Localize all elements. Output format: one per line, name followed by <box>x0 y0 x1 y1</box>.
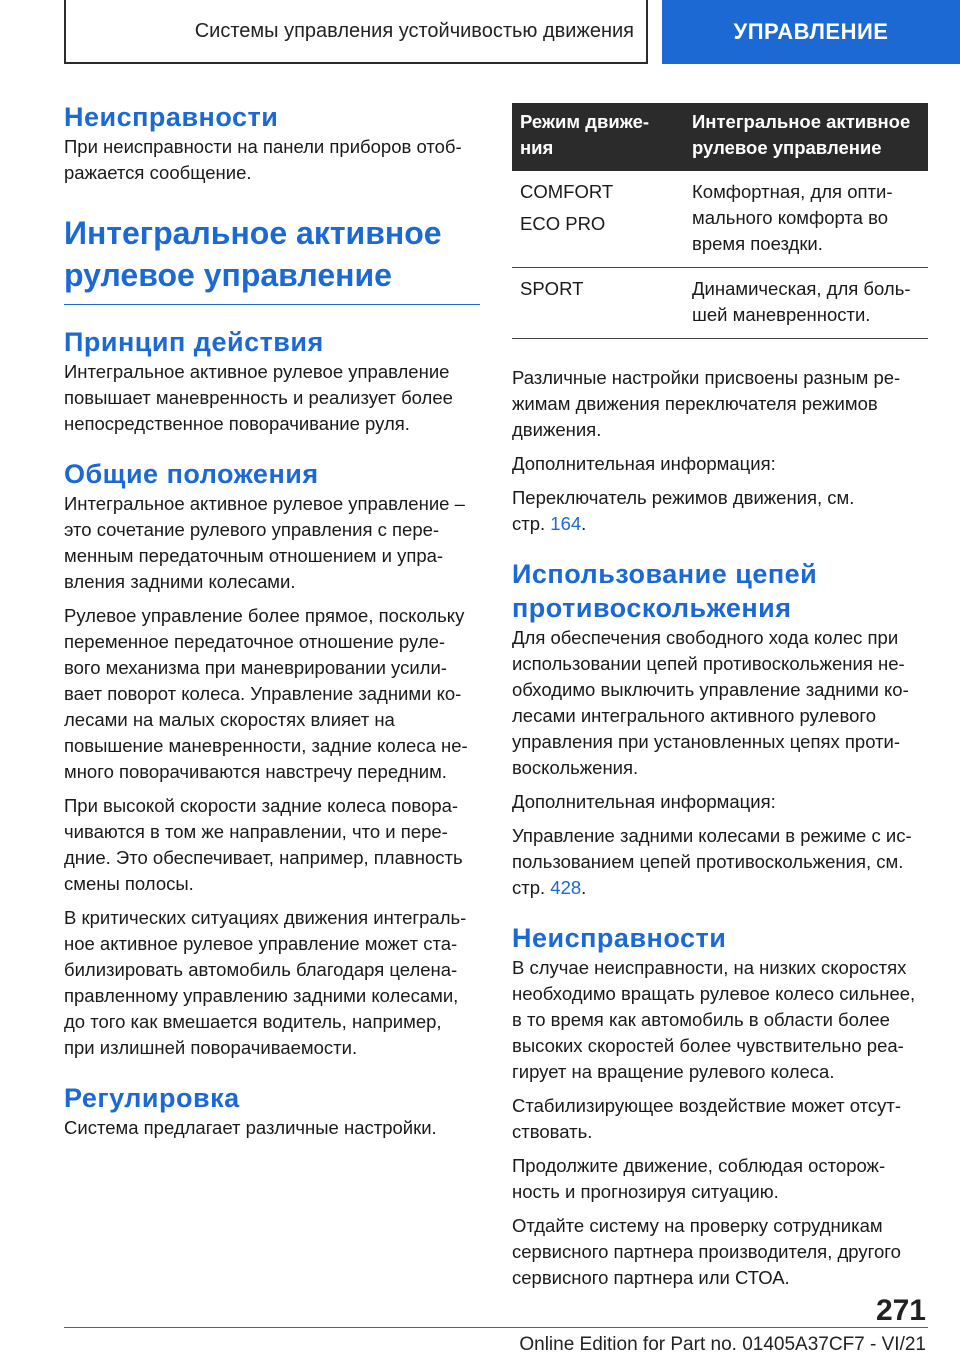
chains-text: Для обеспечения свободного хода колес при использовании цепей противоскольжения не- обходимо выключить управление задними ко- лесами интегрального активного рулевого управления при установленных цепях проти- воскольжения. <box>512 627 909 778</box>
general-paragraph-3: При высокой скорости задние колеса повора- чиваются в том же направлении, что и пере- дние. Это обеспечивает, например, плавность смены полосы. <box>64 795 463 894</box>
left-column <box>64 100 480 1141</box>
table-cell-mode: COMFORT ECO PRO <box>512 171 684 268</box>
right-malfunction-title: Неисправности <box>512 923 727 953</box>
table-cell-desc: Динамическая, для боль- шей маневренности. <box>684 268 928 339</box>
right-column <box>512 100 928 1291</box>
malfunction-paragraph-1: В случае неисправности, на низких скоростях необходимо вращать рулевое колесо сильнее, в то время как автомобиль в области более высоких скоростей более чувствительно реа- гирует на вращение рулевого колеса. <box>512 957 916 1082</box>
general-paragraph-1: Интегральное активное рулевое управление – это сочетание рулевого управления с пере- менным передаточным отношением и упра- вления задними колесами. <box>64 493 465 592</box>
chains-title: Использование цепей противоскольжения <box>512 559 818 623</box>
header-section-title-box <box>64 0 648 64</box>
malfunction-paragraph-2: Стабилизирующее воздействие может отсут- ствовать. <box>512 1095 901 1142</box>
more-info-label: Дополнительная информация: <box>512 791 776 812</box>
left-malfunction-title: Неисправности <box>64 102 279 132</box>
general-paragraph-4: В критических ситуациях движения интеграль- ное активное рулевое управление может ста- билизировать автомобиль благодаря целена- правленному управлению задними колесами, до того как вмешается водитель, например, при излишней поворачиваемости. <box>64 907 467 1058</box>
table-row <box>512 268 928 339</box>
header-tab-label: УПРАВЛЕНИЕ <box>733 19 889 44</box>
table-header-steering: Интегральное активное рулевое управление <box>684 103 928 171</box>
malfunction-paragraph-4: Отдайте систему на проверку сотрудникам сервисного партнера производителя, другого сервисного партнера или СТОА. <box>512 1215 901 1288</box>
footer-divider <box>64 1327 928 1328</box>
left-malfunction-text: При неисправности на панели приборов отоб- ражается сообщение. <box>64 136 462 183</box>
main-section-title: Интегральное активное рулевое управление <box>64 212 480 305</box>
general-title: Общие положения <box>64 459 319 489</box>
table-cell-mode: SPORT <box>512 268 684 339</box>
header-section-title: Системы управления устойчивостью движения <box>194 19 634 42</box>
footer-edition: Online Edition for Part no. 01405A37CF7 - VI/21 <box>519 1334 926 1355</box>
page-number: 271 <box>875 1294 926 1327</box>
more-info-label: Дополнительная информация: <box>512 453 776 474</box>
settings-text: Различные настройки присвоены разным ре- жимам движения переключателя режимов движения. <box>512 367 901 440</box>
table-header-mode: Режим движе- ния <box>512 103 684 171</box>
table-cell-desc: Комфортная, для опти- мального комфорта во время поездки. <box>684 171 928 268</box>
header-chapter-tab[interactable] <box>662 0 960 64</box>
principle-text: Интегральное активное рулевое управление повышает маневренность и реализует более непосредственное поворачивание руля. <box>64 361 453 434</box>
switch-reference: Переключатель режимов движения, см. стр. 164. <box>512 487 855 534</box>
adjust-text: Система предлагает различные настройки. <box>64 1117 437 1138</box>
principle-title: Принцип действия <box>64 327 324 357</box>
page-link-164[interactable]: 164 <box>550 513 582 534</box>
driving-modes-table <box>512 103 928 339</box>
malfunction-paragraph-3: Продолжите движение, соблюдая осторож- ность и прогнозируя ситуацию. <box>512 1155 886 1202</box>
table-header-row <box>512 103 928 171</box>
general-paragraph-2: Рулевое управление более прямое, поскольку переменное передаточное отношение руле- вого механизма при маневрировании усили- вает поворот колеса. Управление задними ко- лесами на малых скоростях влияет на повышение маневренности, задние колеса не- много поворачиваются навстречу передним. <box>64 605 468 782</box>
adjust-title: Регулировка <box>64 1083 240 1113</box>
table-row <box>512 171 928 268</box>
chains-reference: Управление задними колесами в режиме с ис- пользованием цепей противоскольжения, см. стр. 428. <box>512 825 912 898</box>
page-link-428[interactable]: 428 <box>550 877 582 898</box>
